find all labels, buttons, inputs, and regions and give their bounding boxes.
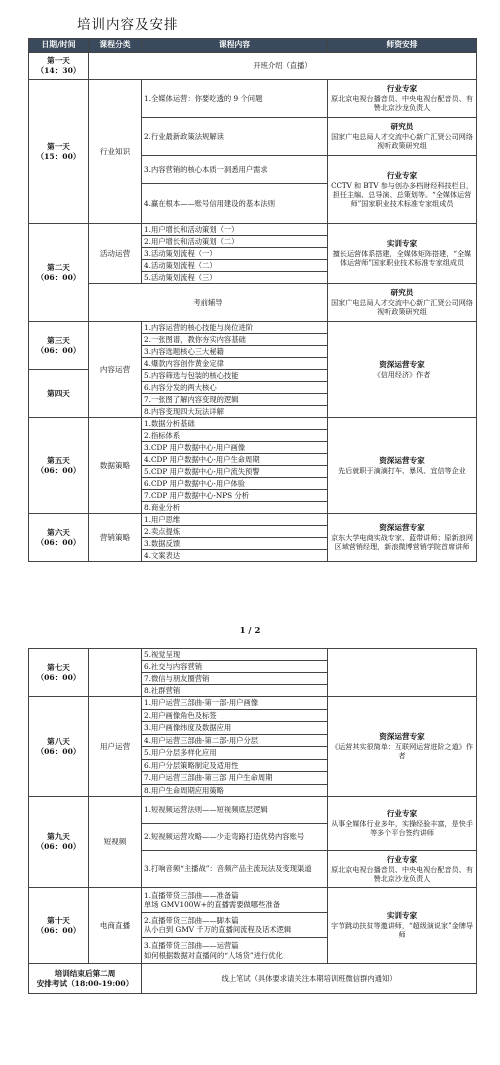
- teacher-cell: [328, 80, 477, 118]
- content-cell: 5.用户分层多样化应用: [142, 747, 328, 760]
- content-cell: 8.内容变现四大玩法详解: [142, 406, 328, 418]
- date-cell: 第八天 （06：00）: [29, 697, 89, 797]
- teacher-desc: 先后就职于滴滴打车、暴风、宜信等企业: [338, 465, 466, 475]
- teacher-desc: 原北京电视台播音员、中央电视台配音员、有赞北京沙龙负责人: [331, 94, 473, 113]
- content-cell: 5.内容筛选与包装的核心技能: [142, 370, 328, 382]
- teacher-desc: 《信用经济》作者: [373, 369, 431, 379]
- content-cell: 4.赢在根本——账号信用建设的基本法则: [142, 184, 328, 224]
- category-cell: [89, 649, 142, 697]
- content-cell: 3.数据反馈: [142, 538, 328, 550]
- content-cell: 开班介绍（直播）: [89, 53, 477, 80]
- date-cell: 第四天: [29, 370, 89, 418]
- category-cell: 内容运营: [89, 322, 142, 418]
- teacher-title: 资深运营专家: [379, 523, 425, 533]
- table-row: [29, 418, 477, 430]
- teacher-desc: 擅长运营体系搭建，全媒体矩阵搭建，“全媒体运营师”国家职业技术标准专家组成员: [332, 249, 472, 268]
- category-cell: 电商直播: [89, 888, 142, 964]
- content-cell: 线上笔试（具体要求请关注本期培训班微信群内通知）: [142, 964, 477, 994]
- content-cell: 6.社交与内容营销: [142, 661, 328, 673]
- table-row: [29, 514, 477, 526]
- page-number: 1 / 2: [239, 626, 261, 636]
- teacher-title: 行业专家: [386, 84, 418, 94]
- teacher-title: 行业专家: [386, 170, 418, 180]
- content-cell: 5.活动策划流程（三）: [142, 272, 328, 284]
- category-cell: 用户运营: [89, 697, 142, 797]
- content-cell: 1.直播带货三部曲——准备篇 单场 GMV100W+的直播需要做哪些准备: [142, 888, 328, 913]
- content-cell: 7.用户运营三部曲-第三部 用户生命周期: [142, 772, 328, 785]
- teacher-desc: 从事全媒体行业多年，实操经验丰富，是快手等多个平台签约讲师: [331, 819, 473, 838]
- date-cell: 第二天 （06：00）: [29, 224, 89, 322]
- teacher-cell: [328, 649, 477, 697]
- content-cell: 2.一张图谱，教你夯实内容基础: [142, 334, 328, 346]
- teacher-title: 资深运营专家: [379, 455, 425, 465]
- teacher-title: 行业专家: [386, 854, 418, 864]
- content-cell: 3.活动策划流程（一）: [142, 248, 328, 260]
- header-category: 课程分类: [89, 39, 142, 53]
- page-title: 培训内容及安排: [77, 17, 179, 33]
- content-cell: 7.CDP 用户数据中心-NPS 分析: [142, 490, 328, 502]
- teacher-cell: [328, 118, 477, 156]
- content-cell: 5.视觉呈现: [142, 649, 328, 661]
- header-teacher: 师资安排: [328, 39, 477, 53]
- content-cell: 3.内容选题核心三大秘籍: [142, 346, 328, 358]
- content-cell: 2.指标体系: [142, 430, 328, 442]
- content-cell: 3.打响音频“主播战”：音频产品主流玩法及变现渠道: [142, 851, 328, 888]
- content-cell: 4.爆款内容创作黄金定律: [142, 358, 328, 370]
- date-cell: 第五天 （06：00）: [29, 418, 89, 514]
- content-cell: 3.直播带货三部曲——运营篇 如何根据数据对直播间的“人场货”进行优化: [142, 938, 328, 964]
- date-cell: 培训结束后第二周 安排考试（18:00-19:00）: [29, 964, 142, 994]
- content-cell: 1.全媒体运营：你要吃透的 9 个问题: [142, 80, 328, 118]
- teacher-cell: [328, 418, 477, 514]
- content-cell: 1.短视频运营法则——短视频底层逻辑: [142, 797, 328, 824]
- teacher-cell: [328, 697, 477, 797]
- content-cell: 2.用户画像角色及标签: [142, 709, 328, 722]
- date-cell: 第十天 （06：00）: [29, 888, 89, 964]
- teacher-desc: 字节跳动扶贫等邀讲师，“超级演说家”金牌导师: [330, 921, 474, 940]
- teacher-cell: [328, 224, 477, 284]
- teacher-title: 资深运营专家: [379, 359, 425, 369]
- content-cell: 3.内容营销的核心本质一洞悉用户需求: [142, 156, 328, 184]
- teacher-desc: 《运营其实很简单：互联网运营进阶之道》作者: [331, 742, 473, 761]
- table-row: [29, 649, 477, 661]
- teacher-desc: 原北京电视台播音员、中央电视台配音员、有赞北京沙龙负责人: [331, 864, 473, 883]
- teacher-cell: [328, 851, 477, 888]
- header-content: 课程内容: [142, 39, 328, 53]
- table-row: [29, 284, 477, 322]
- content-cell: 4.用户运营三部曲-第二部-用户分层: [142, 734, 328, 747]
- content-cell: 7.微信与朋友圈营销: [142, 673, 328, 685]
- teacher-cell: [328, 322, 477, 418]
- schedule-table-page2: [28, 648, 477, 994]
- content-cell: 1.用户思维: [142, 514, 328, 526]
- category-cell: 营销策略: [89, 514, 142, 562]
- category-cell: 数据策略: [89, 418, 142, 514]
- content-cell: 2.用户增长和活动策划（二）: [142, 236, 328, 248]
- table-row: [29, 322, 477, 334]
- date-cell: 第六天 （06：00）: [29, 514, 89, 562]
- content-cell: 8.商业分析: [142, 502, 328, 514]
- header-date: 日期/时间: [29, 39, 89, 53]
- content-cell: 2.行业最新政策法规解读: [142, 118, 328, 156]
- content-cell: 5.CDP 用户数据中心-用户流失预警: [142, 466, 328, 478]
- table-row: [29, 797, 477, 824]
- teacher-title: 研究员: [390, 122, 414, 132]
- content-cell: 1.内容运营的核心技能与岗位进阶: [142, 322, 328, 334]
- table-row: [29, 53, 477, 80]
- content-cell: 2.卖点提炼: [142, 526, 328, 538]
- teacher-title: 实训专家: [386, 911, 418, 921]
- content-cell: 8.社群营销: [142, 685, 328, 697]
- date-cell: 第一天 （15：00）: [29, 80, 89, 224]
- content-cell: 8.用户生命周期应用策略: [142, 784, 328, 797]
- content-cell: 3.CDP 用户数据中心-用户画像: [142, 442, 328, 454]
- table-row: [29, 80, 477, 118]
- content-cell: 1.用户运营三部曲-第一部-用户画像: [142, 697, 328, 710]
- content-cell: 2.短视频运营攻略——少走弯路打造优势内容账号: [142, 824, 328, 851]
- content-cell: 1.用户增长和活动策划（一）: [142, 224, 328, 236]
- teacher-title: 行业专家: [386, 809, 418, 819]
- content-cell: 1.数据分析基础: [142, 418, 328, 430]
- table-row: [29, 888, 477, 913]
- teacher-desc: CCTV 和 BTV 参与创办多档财经科技栏目，担任主编、总导演、总策划等。“全媒体运营师”国家职业技术标准专家组成员: [331, 180, 473, 209]
- date-cell: 第七天 （06：00）: [29, 649, 89, 697]
- teacher-cell: [328, 156, 477, 224]
- category-cell: 活动运营: [89, 224, 142, 284]
- content-cell: 6.CDP 用户数据中心-用户体验: [142, 478, 328, 490]
- content-cell: 7.一张图了解内容变现的逻辑: [142, 394, 328, 406]
- table-row: [29, 964, 477, 994]
- content-cell: 2.直播带货三部曲——脚本篇 从小白到 GMV 千万的直播间流程及话术逻辑: [142, 913, 328, 938]
- teacher-cell: [328, 888, 477, 964]
- teacher-desc: 国家广电总局人才交流中心新广汇贤公司网络视听政策研究组: [331, 132, 473, 151]
- table-row: [29, 224, 477, 236]
- date-cell: 第三天 （06：00）: [29, 322, 89, 370]
- content-cell: 考前辅导: [89, 284, 328, 322]
- content-cell: 3.用户画像纬度及数据应用: [142, 722, 328, 735]
- content-cell: 4.活动策划流程（二）: [142, 260, 328, 272]
- content-cell: 6.用户分层策略制定及适用性: [142, 759, 328, 772]
- teacher-desc: 京东大学电商实战专家、蓝带讲师；原新浪网区域营销经理，新浪微博营销学院首席讲师: [331, 533, 473, 552]
- teacher-cell: [328, 797, 477, 851]
- teacher-title: 资深运营专家: [379, 732, 425, 742]
- date-cell: 第九天 （06：00）: [29, 797, 89, 888]
- content-cell: 4.文案表达: [142, 550, 328, 562]
- content-cell: 4.CDP 用户数据中心-用户生命周期: [142, 454, 328, 466]
- teacher-title: 实训专家: [386, 239, 418, 249]
- date-cell: 第一天 （14：30）: [29, 53, 89, 80]
- category-cell: 短视频: [89, 797, 142, 888]
- table-row: [29, 697, 477, 710]
- teacher-desc: 国家广电总局人才交流中心新广汇贤公司网络视听政策研究组: [331, 298, 473, 317]
- table-header-row: [29, 39, 477, 53]
- teacher-cell: [328, 514, 477, 562]
- teacher-title: 研究员: [390, 288, 414, 298]
- category-cell: 行业知识: [89, 80, 142, 224]
- schedule-table-page1: [28, 38, 477, 562]
- content-cell: 6.内容分发的两大核心: [142, 382, 328, 394]
- teacher-cell: [328, 284, 477, 322]
